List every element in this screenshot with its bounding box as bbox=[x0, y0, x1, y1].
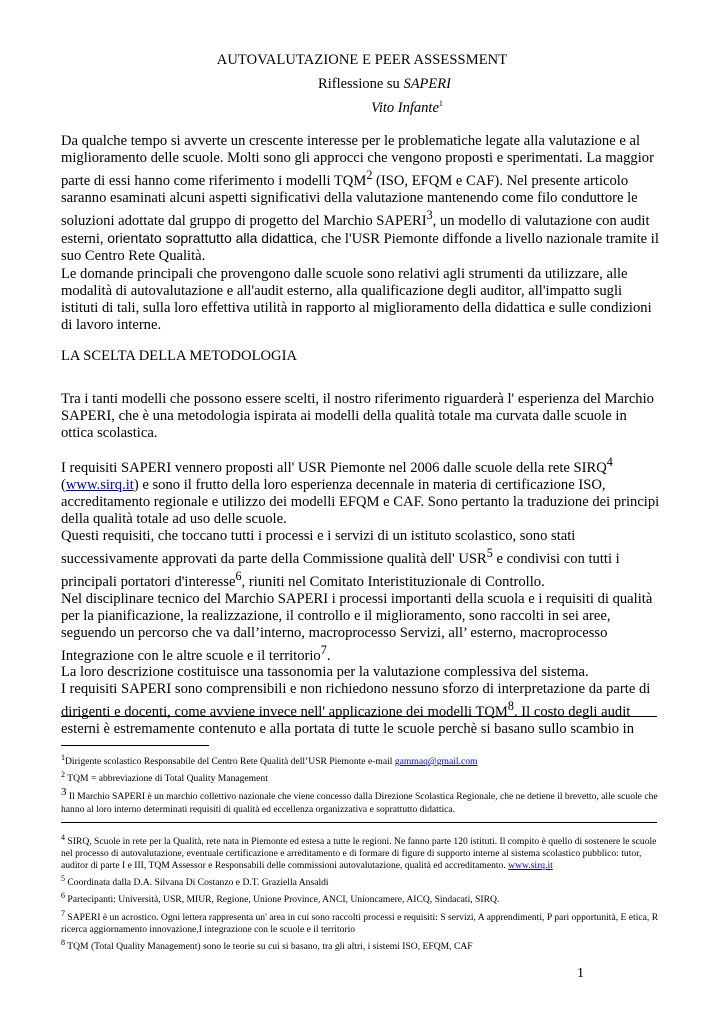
paragraph-approval bbox=[61, 528, 661, 591]
footnote-ref-8[interactable]: 8 bbox=[507, 699, 514, 714]
paragraph-text: Nel disciplinare tecnico del Marchio SAPERI i processi importanti della scuola e i requisiti di qualità per la pianificazione, la realizzazione, il controllo e il miglioramento, sono raccolti in sei aree, seguendo un percorso che va dall’interno, macroprocesso Servizi, all’ esterno, macroprocesso Integrazione con le altre scuole e il territorio bbox=[61, 590, 653, 664]
footnote-number: 5 bbox=[61, 874, 65, 884]
document-subtitle bbox=[0, 76, 724, 93]
footnote-text: Dirigente scolastico Responsabile del Centro Rete Qualità dell’USR Piemonte e-mail bbox=[65, 756, 395, 768]
paren: ( bbox=[61, 476, 66, 493]
footnote-text: Coordinata dalla D.A. Silvana Di Costanzo e D.T. Graziella Ansaldi bbox=[65, 877, 329, 889]
footnote-ref-2[interactable]: 2 bbox=[366, 168, 373, 182]
footnote-separator bbox=[61, 745, 209, 746]
footnote-number: 8 bbox=[61, 937, 65, 947]
footnote-number: 1 bbox=[61, 753, 65, 762]
footnote-number: 4 bbox=[61, 833, 65, 842]
footnote-7 bbox=[61, 908, 661, 936]
footnote-ref-5[interactable]: 5 bbox=[486, 545, 493, 560]
paragraph-text: e condivisi con tutti i principali portatori d'interesse bbox=[61, 550, 620, 590]
footnote-ref-7[interactable]: 7 bbox=[320, 642, 327, 657]
subtitle-prefix: Riflessione su bbox=[318, 76, 404, 92]
footnote-8 bbox=[61, 937, 661, 953]
paragraph-highlight: orientato soprattutto alla didattica, bbox=[107, 229, 318, 246]
footnote-text: TQM = abbreviazione di Total Quality Management bbox=[65, 773, 268, 785]
page-number: 1 bbox=[577, 966, 584, 981]
footnote-text: SIRQ, Scuole in rete per la Qualità, rete nata in Piemonte ed estesa a tutte le regioni. Ne fanno parte 120 istituti. Il compito è quello di sostenere le scuole nel processo di autovalutazione, eventuale certificazione e arreditamento e di formare di figure di supporto interne al sistema scolastico pubblico: tutor, auditor di parte I e III, TQM Assessor e Responsabili delle commissioni autovalutazione, qualità ed accreditamento. bbox=[61, 836, 657, 872]
paragraph-text: che l'USR Piemonte diffonde a livello nazionale tramite il suo Centro Rete Qualità. bbox=[61, 230, 659, 264]
footnote-number: 3 bbox=[61, 786, 67, 799]
footnote-5 bbox=[61, 873, 661, 889]
divider bbox=[61, 822, 657, 823]
author-line bbox=[0, 99, 724, 117]
paragraph-text: I requisiti SAPERI vennero proposti all' USR Piemonte nel 2006 dalle scuole della rete SIRQ bbox=[61, 459, 607, 476]
footnotes-top bbox=[61, 752, 661, 817]
paragraph-text: (ISO, EFQM e CAF). Nel presente articolo saranno esaminati alcuni aspetti significativi della valutazione mantenendo come filo conduttore le soluzioni adottate dal gruppo di progetto del Marchio SAPERI bbox=[61, 172, 638, 229]
document-title: AUTOVALUTAZIONE E PEER ASSESSMENT bbox=[216, 52, 508, 68]
footnote-text: Il Marchio SAPERI è un marchio collettivo nazionale che viene concesso dalla Direzione Scolastica Regionale, che ne detiene il brevetto, alle scuole che hanno al loro interno determinati requisiti di qualità ed eccellenza organizzativa e soprattutto didattica. bbox=[61, 791, 658, 815]
footnote-ref-4[interactable]: 4 bbox=[606, 455, 613, 469]
paragraph-text: ) e sono il frutto della loro esperienza decennale in materia di certificazione ISO, accreditamento regionale e utilizzo dei modelli EFQM e CAF. Sono pertanto la traduzione dei principi della qualità totale ad uso delle scuole. bbox=[61, 476, 660, 527]
footnote-number: 2 bbox=[61, 770, 65, 780]
sirq-footnote-link[interactable]: www.sirq.it bbox=[508, 860, 553, 872]
divider bbox=[61, 716, 657, 717]
paragraph-requisiti bbox=[61, 454, 661, 528]
paragraph-intro bbox=[61, 133, 661, 265]
paragraph-costi bbox=[61, 681, 661, 738]
footnote-number: 6 bbox=[61, 891, 65, 901]
paragraph-disciplinare bbox=[61, 591, 661, 665]
paragraph-text: . bbox=[326, 647, 331, 664]
author-name: Vito Infante bbox=[371, 99, 439, 116]
paragraph-text: Questi requisiti, che toccano tutti i processi e i servizi di un istituto scolastico, sono stati successivamente approvati da parte della Commissione qualità dell' USR bbox=[61, 527, 576, 567]
paragraph-text: . Il costo degli audit esterni è estremamente contenuto e alla portata di tutte le scuole perchè si basano sullo scambio in bbox=[61, 704, 635, 738]
footnote-1 bbox=[61, 752, 661, 768]
footnote-text: SAPERI è un acrostico. Ogni lettera rappresenta un' area in cui sono raccolti processi e requisiti: S servizi, A apprendimenti, P pari opportunità, E etica, R ricerca aggiornamento innovazione,I integrazione con le scuole e il territorio bbox=[61, 911, 659, 935]
paragraph-model: Tra i tanti modelli che possono essere scelti, il nostro riferimento riguarderà l' esperienza del Marchio SAPERI, che è una metodologia ispirata ai modelli della qualità totale ma curvata dalle scuole in ottica scolastica. bbox=[61, 391, 654, 441]
paragraph-questions: Le domande principali che provengono dalle scuole sono relativi agli strumenti da utilizzare, alle modalità di autovalutazione e all'audit esterno, alla qualificazione degli auditor, all'impatto sugli istituti di tali, sulla loro effettiva utilità in rapporto al miglioramento della didattica e sulle condizioni di lavoro interne. bbox=[61, 266, 652, 333]
footnote-3 bbox=[61, 786, 661, 815]
paragraph-text: I requisiti SAPERI sono comprensibili e non richiedono nessuno sforzo di interpretazione da parte di dirigenti e docenti, come avviene invece nell' applicazione dei modelli TQM bbox=[61, 681, 651, 721]
paragraph-tassonomia: La loro descrizione costituisce una tassonomia per la valutazione complessiva del sistema. bbox=[61, 664, 589, 681]
paragraph-text: , un modello di valutazione con audit esterni, bbox=[61, 212, 650, 247]
sirq-link[interactable]: www.sirq.it bbox=[65, 476, 134, 493]
section-heading: LA SCELTA DELLA METODOLOGIA bbox=[61, 348, 297, 364]
paragraph-text: Da qualche tempo si avverte un crescente interesse per le problematiche legate alla valutazione e al miglioramento delle scuole. Molti sono gli approcci che vengono proposti e sperimentati. La maggior parte di essi hanno come riferimento i modelli TQM bbox=[61, 133, 654, 189]
footnote-text: TQM (Total Quality Management) sono le teorie su cui si basano, tra gli altri, i sistemi ISO, EFQM, CAF bbox=[65, 940, 473, 952]
footnote-number: 7 bbox=[61, 908, 65, 918]
footnote-text: Partecipanti: Università, USR, MIUR, Regione, Unione Province, ANCI, Unioncamere, AICQ, Sindacati, SIRQ. bbox=[65, 894, 500, 906]
footnote-2 bbox=[61, 769, 661, 785]
footnote-6 bbox=[61, 890, 661, 906]
footnote-ref-6[interactable]: 6 bbox=[235, 568, 242, 583]
paragraph-text: , riuniti nel Comitato Interistituzionale di Controllo. bbox=[241, 573, 545, 590]
subtitle-emphasis: SAPERI bbox=[403, 76, 451, 92]
footnote-ref-1[interactable]: 1 bbox=[438, 99, 443, 108]
footnotes-bottom bbox=[61, 832, 661, 954]
footnote-4 bbox=[61, 832, 661, 872]
paragraph-requisiti-block bbox=[61, 454, 661, 738]
footnote-ref-3[interactable]: 3 bbox=[426, 207, 433, 222]
email-link[interactable]: gammaq@gmail.com bbox=[394, 756, 478, 768]
